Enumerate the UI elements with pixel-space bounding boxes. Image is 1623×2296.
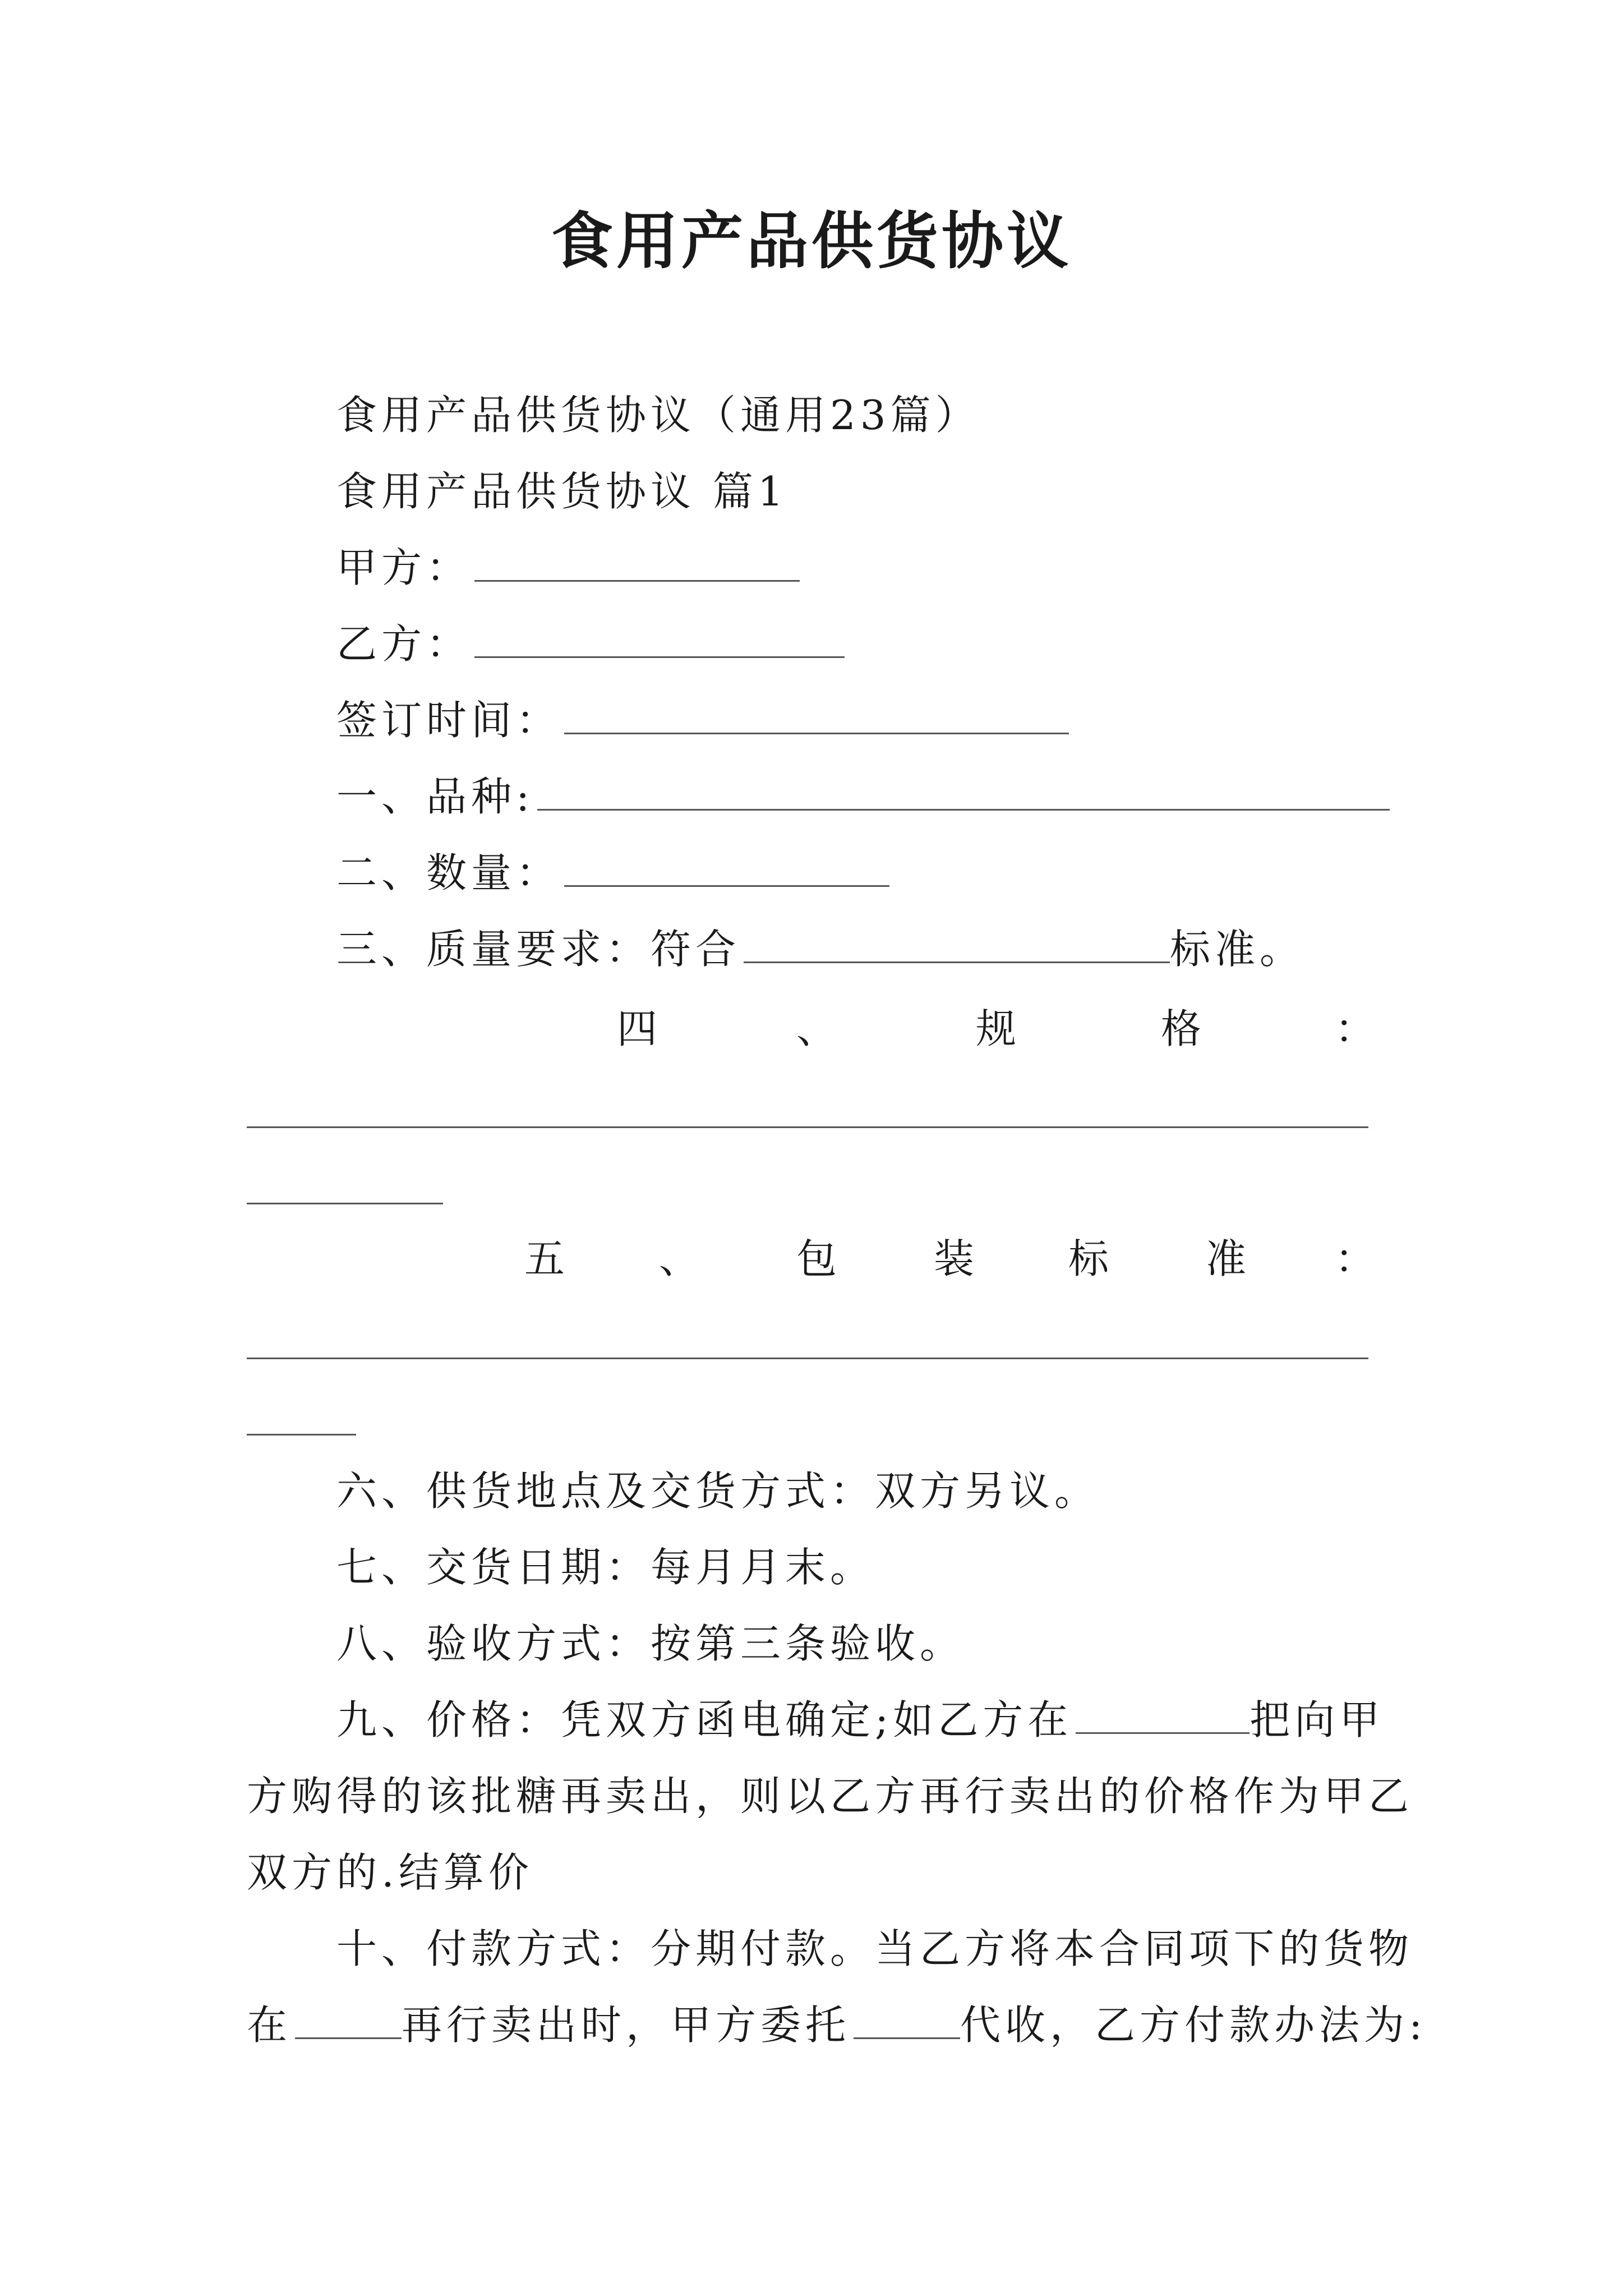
item4-blank-line1 bbox=[247, 1126, 1368, 1128]
item5-char-1: 五 bbox=[524, 1235, 565, 1282]
item4-char-1: 四 bbox=[617, 1005, 658, 1052]
party-a-label: 甲方： bbox=[336, 544, 472, 591]
item10-line2-c: 代收，乙方付款办法为: bbox=[960, 2001, 1427, 2049]
item9-line3: 双方的.结算价 bbox=[247, 1849, 533, 1896]
item4-char-2: 、 bbox=[796, 1005, 837, 1052]
item9-line1 bbox=[336, 1692, 1384, 1748]
item5-char-4: 装 bbox=[934, 1235, 975, 1282]
item4-blank-line2 bbox=[247, 1203, 443, 1204]
item10-line1: 十、付款方式：分期付款。当乙方将本合同项下的货物 bbox=[336, 1925, 1414, 1972]
item2-blank bbox=[564, 846, 889, 887]
item2-label: 二、数量： bbox=[336, 849, 561, 896]
item4-char-4: 格 bbox=[1161, 1005, 1202, 1052]
party-a-line bbox=[336, 540, 800, 596]
party-b-blank bbox=[474, 617, 845, 658]
document-title: 食用产品供货协议 bbox=[551, 205, 1072, 277]
item4-char-3: 规 bbox=[976, 1005, 1017, 1052]
item2-line bbox=[336, 845, 889, 901]
item1-line bbox=[336, 769, 1390, 825]
document-subtitle: 食用产品供货协议（通用23篇） bbox=[336, 392, 980, 439]
item10-line2 bbox=[247, 1997, 1427, 2053]
item10-blank-1 bbox=[295, 1998, 402, 2039]
item3-blank bbox=[744, 922, 1170, 963]
item10-blank-2 bbox=[854, 1998, 960, 2039]
sign-time-label: 签订时间： bbox=[336, 697, 561, 744]
section-heading: 食用产品供货协议 篇1 bbox=[336, 468, 788, 515]
item10-line2-a: 在 bbox=[247, 2001, 292, 2049]
party-b-label: 乙方： bbox=[336, 620, 472, 668]
item3-suffix: 标准。 bbox=[1170, 926, 1305, 973]
sign-time-blank bbox=[564, 693, 1069, 734]
item5-char-6: 准 bbox=[1206, 1235, 1247, 1282]
item5-blank-line2 bbox=[247, 1434, 356, 1435]
item9-line1-suffix: 把向甲 bbox=[1249, 1696, 1385, 1743]
item5-char-3: 包 bbox=[796, 1235, 837, 1282]
item4-char-5: ： bbox=[1335, 1005, 1376, 1052]
item9-line2: 方购得的该批糖再卖出，则以乙方再行卖出的价格作为甲乙 bbox=[247, 1773, 1414, 1820]
item8: 八、验收方式：按第三条验收。 bbox=[336, 1620, 965, 1667]
party-b-line bbox=[336, 616, 845, 672]
item3-line bbox=[336, 921, 1304, 977]
item4-line bbox=[0, 1001, 1623, 1057]
item1-blank bbox=[537, 770, 1390, 811]
item5-line bbox=[0, 1231, 1623, 1287]
item6: 六、供货地点及交货方式：双方另议。 bbox=[336, 1467, 1100, 1515]
item5-blank-line1 bbox=[247, 1358, 1368, 1359]
sign-time-line bbox=[336, 692, 1069, 748]
item5-char-7: ： bbox=[1335, 1235, 1376, 1282]
party-a-blank bbox=[474, 541, 800, 582]
item7: 七、交货日期：每月月末。 bbox=[336, 1544, 875, 1591]
item5-char-2: 、 bbox=[659, 1235, 700, 1282]
item3-prefix: 三、质量要求：符合 bbox=[336, 926, 741, 973]
item5-char-5: 标 bbox=[1068, 1235, 1109, 1282]
item10-line2-b: 再行卖出时，甲方委托 bbox=[402, 2001, 851, 2049]
item9-line1-prefix: 九、价格：凭双方函电确定;如乙方在 bbox=[336, 1696, 1073, 1743]
item9-blank bbox=[1076, 1693, 1249, 1734]
item1-label: 一、品种: bbox=[336, 773, 534, 820]
